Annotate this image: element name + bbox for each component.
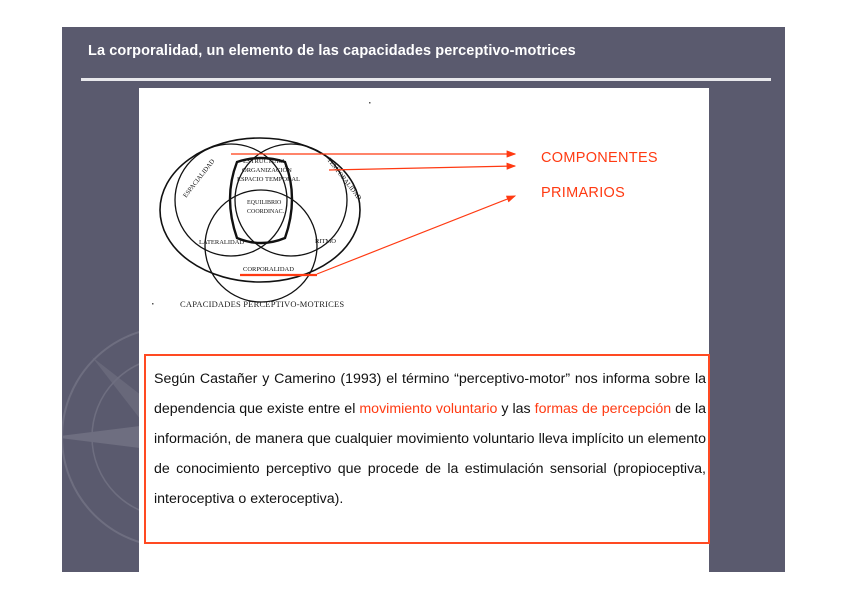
label-ritmo: RITMO xyxy=(315,238,336,245)
primarios-label: PRIMARIOS xyxy=(541,185,626,201)
components-label: COMPONENTES xyxy=(541,150,658,166)
highlight-movimiento-voluntario: movimiento voluntario xyxy=(359,401,498,417)
circle-bottom xyxy=(205,190,317,302)
label-corporalidad: CORPORALIDAD xyxy=(243,266,294,273)
title-divider xyxy=(81,78,771,81)
text-part-1: Según Castañer y Camerino (1993) el término “perceptivo-motor” nos informa sobre la dependencia que existe entre el xyxy=(154,371,706,417)
label-estructura-2: ORGANIZACIÓN xyxy=(242,167,292,174)
label-lateralidad: LATERALIDAD xyxy=(199,239,245,246)
content-panel xyxy=(139,88,709,572)
label-temporalidad: TEMPORALIDAD xyxy=(325,156,363,202)
label-equilibrio-1: EQUILIBRIO xyxy=(247,200,282,206)
label-espacialidad: ESPACIALIDAD xyxy=(182,158,217,200)
slide xyxy=(62,27,785,572)
label-estructura-3: ESPACIO TEMPORAL xyxy=(237,176,301,183)
slide-title: La corporalidad, un elemento de las capacidades perceptivo-motrices xyxy=(88,43,576,59)
arrow-to-components-2 xyxy=(329,166,515,170)
definition-text xyxy=(154,364,706,514)
highlight-formas-de-percepcion: formas de percepción xyxy=(534,401,672,417)
label-estructura-1: ESTRUCTURA xyxy=(243,158,286,165)
text-part-3: de la información, de manera que cualquier movimiento voluntario lleva implícito un elemento de conocimiento perceptivo que procede de la estimulación sensorial (propioceptiva, interoceptiva o exteroceptiva). xyxy=(154,401,707,507)
label-equilibrio-2: COORDINAC. xyxy=(247,209,285,215)
definition-box xyxy=(144,354,710,544)
diagram-caption: CAPACIDADES PERCEPTIVO-MOTRICES xyxy=(180,299,345,309)
text-part-2: y las xyxy=(497,401,535,417)
